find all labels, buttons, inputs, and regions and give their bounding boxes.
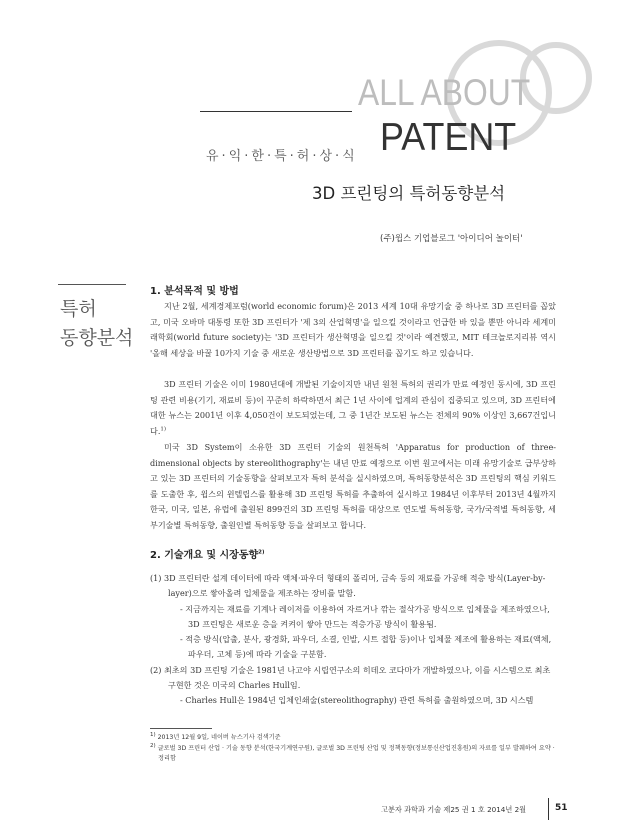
- footer-divider: [548, 798, 549, 820]
- journal-info: 고분자 과학과 기술 제25 권 1 호 2014년 2월: [381, 805, 527, 814]
- paragraph-3: 미국 3D System이 소유한 3D 프린터 기술의 원천특허 'Apparatus for production of three-dimensional objects by stereolithography'는 내년 만료 예정으로 이번 원고에서는 미래 유망기술로 급부상하고 있는 3D 프린터의 기술동향을 살펴보고자 특허 분석을 실시하였으며, 특허동향분석은 3D 프린팅의 핵심 키워드를 도출한 후, 윕스의 윈텔립스를 활용해 3D 프린팅 특허를 추출하여 실시하고 1984년 이후부터 2013년 4월까지 한국, 미국, 일본, 유럽에 출원된 899건의 3D 프린팅 특허를 대상으로 연도별 특허동향, 국가/국적별 특허동향, 세부기술별 특허동향, 출원인별 특허동향 등을 살펴보고 합니다.: [150, 442, 556, 530]
- list-item: - 적층 방식(압출, 분사, 광경화, 파우더, 소결, 인발, 시트 접합 등)이나 입체물 제조에 활용하는 재료(액체, 파우더, 고체 등)에 따라 기술을 구분함.: [180, 634, 552, 660]
- section-2-list: [150, 571, 560, 709]
- footnote-ref-2: 2): [258, 549, 265, 556]
- list-item: (2) 최초의 3D 프린팅 기술은 1981년 나고야 시립연구소의 히데오 코다마가 개발하였으나, 이를 시스템으로 최초 구현한 것은 미국의 Charles Hull임.: [150, 664, 551, 691]
- side-rule: [58, 284, 126, 285]
- article-title: 3D 프린팅의 특허동향분석: [312, 184, 506, 203]
- list-item: - Charles Hull은 1984년 입체인쇄술(stereolithography) 관련 특허를 출원하였으며, 3D 시스템: [180, 695, 534, 706]
- section-heading-2: 2. 기술개요 및 시장동향$^{2)}$: [150, 549, 265, 561]
- paragraph-2: 3D 프린터 기술은 이미 1980년대에 개발된 기술이지만 내년 원천 특허의 권리가 만료 예정인 동시에, 3D 프린팅 관련 비용(기기, 재료비 등)이 꾸준히 하락하면서 최근 1년 사이에 업계의 관심이 집중되고 있으며, 3D 프린터에 대한 뉴스는 2001년 이후 4,050건이 보도되었는데, 그 중 1년간 보도된 뉴스는 전체의 90% 이상인 3,667건입니다.$^{1)}$: [150, 379, 556, 436]
- footnote-ref-1: 1): [160, 426, 167, 433]
- section-heading-1: 1. 분석목적 및 방법: [150, 286, 239, 297]
- header-all-about: ALL ABOUT: [358, 72, 531, 113]
- footnote-1: $^{1)}$ 2013년 12월 9일, 네이버 뉴스기사 검색기준: [150, 731, 281, 741]
- paragraph-1: 지난 2월, 세계경제포럼(world economic forum)은 2013 세계 10대 유망기술 중 하나로 3D 프린터를 꼽았고, 미국 오바마 대통령 또한 3D 프린터가 '제 3의 산업혁명'을 일으킬 것이라고 언급한 바 있을 뿐만 아니라 세계미래학회(world future society)는 '3D 프린터가 생산혁명을 일으킬 것'이라 예견했고, MIT 테크놀로지리뷰 역시 '올해 세상을 바꿀 10가지 기술 중 새로운 생산방법으로 3D 프린터를 꼽기도 하고 있습니다.: [150, 301, 556, 358]
- page-number: 51: [555, 803, 568, 813]
- side-label-2: 동향분석: [60, 327, 134, 349]
- header-rule: [200, 111, 352, 112]
- header-patent: PATENT: [380, 116, 517, 159]
- list-item: - 지금까지는 재료를 기계나 레이저를 이용하여 자르거나 깎는 절삭가공 방식으로 입체물을 제조하였으나, 3D 프린팅은 새로운 층을 켜켜이 쌓아 만드는 적층가공 방식이 활용됨.: [180, 603, 550, 629]
- footnote-2: $^{2)}$ 글로벌 3D 프린터 산업 · 기술 동향 분석(한국기계연구원), 글로벌 3D 프린팅 산업 및 정책동향(정보통신산업진흥원)의 자료를 일부 발췌하여 요약 · 정리함: [150, 742, 555, 762]
- list-item: (1) 3D 프린터란 설계 데이터에 따라 액체·파우더 형태의 폴리머, 금속 등의 재료를 가공해 적층 방식(Layer-by-layer)으로 쌓아올려 입체물을 제조하는 장비를 말함.: [150, 573, 546, 599]
- footnote-rule: [150, 728, 212, 729]
- article-author: (주)윕스 기업블로그 '아이디어 놀이터': [380, 234, 523, 244]
- deco-circle-small: [520, 42, 592, 114]
- series-name: 유·익·한·특·허·상·식: [206, 149, 358, 164]
- side-label-1: 특허: [60, 298, 97, 320]
